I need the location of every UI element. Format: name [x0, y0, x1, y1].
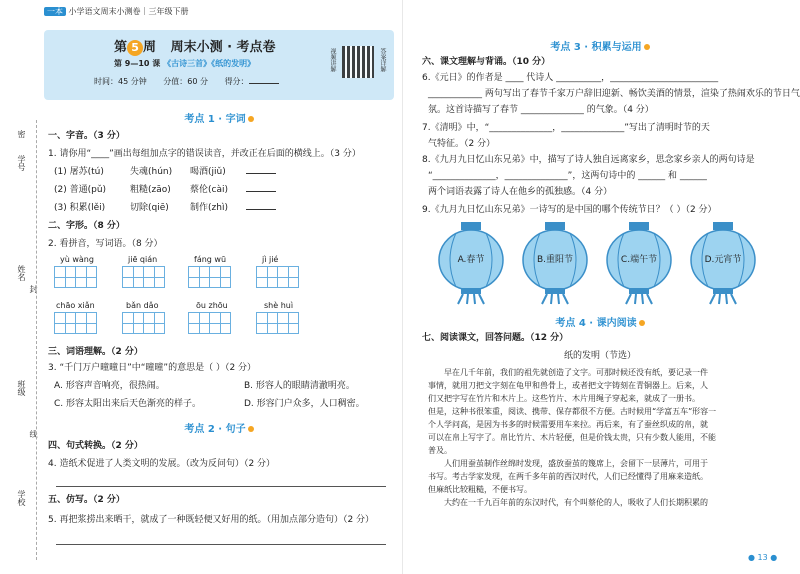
passage-line: 可以在帛上写字了。帛比竹片、木片轻便，但是价钱太贵，只有少数人能用，不能 — [428, 433, 716, 442]
answer-line[interactable] — [56, 544, 386, 545]
name-label: 姓名 — [17, 265, 26, 281]
lantern-option[interactable] — [520, 220, 590, 305]
option-d[interactable]: D. 形容门户众多，人口稠密。 — [244, 399, 365, 409]
lantern-option[interactable] — [604, 220, 674, 305]
school-label: 学校 — [17, 490, 26, 506]
lantern-label: C.端午节 — [620, 255, 658, 265]
q6-line: ____________ 两句写出了春节千家万户辞旧迎新、畅饮美酒的情景，渲染了热闹欢乐的节日气 — [428, 89, 800, 99]
series-header: 一本 小学语文周末小测卷｜三年级下册 — [44, 6, 189, 17]
binding-margin — [16, 120, 36, 560]
lantern-label: B.重阳节 — [536, 255, 574, 265]
q2-title: 二、字形。（8 分） — [48, 221, 125, 231]
lantern-option[interactable] — [436, 220, 506, 305]
q7-line: 气特征。（2 分） — [428, 139, 496, 149]
q5-title: 五、仿写。（2 分） — [48, 495, 125, 505]
passage-line: 事情，就用刀把文字刻在龟甲和兽骨上，或者把文字铸刻在青铜器上。后来，人 — [428, 381, 708, 390]
q1-row: (2) 普通(pǔ) 粗糙(zāo) 蔡伦(cài) — [54, 184, 276, 196]
writing-box[interactable] — [122, 266, 164, 288]
series-title: 小学语文周末小测卷｜三年级下册 — [68, 7, 189, 16]
q6-title: 六、课文理解与背诵。（10 分） — [422, 57, 551, 67]
answer-line[interactable] — [246, 173, 276, 174]
page-number: ● 13 ● — [748, 553, 778, 562]
passage-line: 书写。考古学家发现，在两千多年前的西汉时代，人们已经懂得了用麻来造纸。 — [428, 472, 708, 481]
qr-label-video: 视频讲解 — [329, 48, 336, 72]
fold-mark: 密 — [17, 130, 26, 138]
lantern-label: D.元宵节 — [704, 255, 742, 265]
q1-title: 一、字音。（3 分） — [48, 131, 125, 141]
lantern-option[interactable] — [688, 220, 758, 305]
student-number-label: 学号 — [17, 155, 26, 171]
passage-line: 早在几千年前，我们的祖先就创造了文字。可那时候还没有纸，要记录一件 — [444, 368, 708, 377]
lantern-options — [436, 220, 776, 310]
qr-code[interactable] — [342, 46, 374, 78]
header-banner — [44, 30, 394, 100]
passage-title: 纸的发明（节选） — [563, 351, 636, 361]
lesson-range: 第 9—10 课 《古诗三首》《纸的发明》 — [114, 59, 256, 68]
writing-box[interactable] — [188, 266, 230, 288]
writing-box[interactable] — [256, 312, 298, 334]
q6-line: 6.《元日》的作者是 ____ 代诗人 __________，________________________ — [422, 73, 719, 83]
q1-text: 1. 请你用“____”画出每组加点字的错误读音，并改正在后面的横线上。（3 分） — [48, 149, 361, 159]
answer-line[interactable] — [246, 209, 276, 210]
section-heading-3: 考点 3 · 积累与运用 — [410, 38, 790, 53]
fold-mark: 封 — [29, 285, 38, 293]
option-b[interactable]: B. 形容人的眼睛清澈明亮。 — [244, 381, 355, 391]
q3-text: 3. “千门万户曈曈日”中“曈曈”的意思是（ ）（2 分） — [48, 363, 257, 373]
passage-line: 人们用蚕茧制作丝绵时发现，盛放蚕茧的篾席上，会留下一层薄片，可用于 — [444, 459, 708, 468]
exam-info: 时间：45 分钟 分值：60 分 得分： — [94, 76, 279, 87]
writing-box[interactable] — [188, 312, 230, 334]
section-heading-1: 考点 1 · 字词 — [44, 110, 394, 125]
q8-line: 两个词语表露了诗人在他乡的孤独感。（4 分） — [428, 187, 613, 197]
passage-line: 个人学问高，是因为书多的时候需要用车来拉。再后来，有了蚕丝织成的帛，就 — [428, 420, 708, 429]
q4-title: 四、句式转换。（2 分） — [48, 441, 143, 451]
q7-title: 七、阅读课文，回答问题。（12 分） — [422, 333, 569, 343]
passage-line: 大约在一千九百年前的东汉时代，有个叫蔡伦的人，吸收了人们长期积累的 — [444, 498, 708, 507]
option-a[interactable]: A. 形容声音响亮，很热闹。 — [54, 381, 165, 391]
q1-row: (3) 积累(lěi) 切除(qiē) 制作(zhì) — [54, 202, 276, 214]
answer-line[interactable] — [56, 486, 386, 487]
section-heading-2: 考点 2 · 句子 — [44, 420, 394, 435]
q3-title: 三、词语理解。（2 分） — [48, 347, 143, 357]
writing-box[interactable] — [256, 266, 298, 288]
passage-line: 但麻纸比较粗糙，不便书写。 — [428, 485, 532, 494]
writing-box[interactable] — [54, 312, 96, 334]
q8-line: 8.《九月九日忆山东兄弟》中，描写了诗人独自远离家乡，思念家乡亲人的两句诗是 — [422, 155, 755, 165]
fold-mark: 线 — [29, 430, 38, 438]
passage-line: 普及。 — [428, 446, 452, 455]
page-title: 第 5 周 周末小测 · 考点卷 — [114, 40, 276, 55]
q5-text: 5. 再把浆捞出来晒干，就成了一种既轻便又好用的纸。（用加点部分造句）（2 分） — [48, 515, 375, 525]
q9-text: 9.《九月九日忆山东兄弟》一诗写的是中国的哪个传统节日？（ ）（2 分） — [422, 205, 717, 215]
passage-line: 们又把字写在竹片和木片上。这些竹片、木片用绳子穿起来，就成了一册书。 — [428, 394, 700, 403]
reading-passage — [428, 366, 778, 509]
option-c[interactable]: C. 形容太阳出来后天色渐亮的样子。 — [54, 399, 202, 409]
q8-line: “______________，______________”，这两句诗中的 ______ 和 ______ — [428, 171, 707, 181]
section-heading-4: 考点 4 · 课内阅读 — [410, 314, 790, 329]
answer-line[interactable] — [246, 191, 276, 192]
qr-label-answers: 答案详解 — [379, 48, 386, 72]
q6-line: 氛。这首诗描写了春节 ______________ 的气象。（4 分） — [428, 105, 654, 115]
q1-row: (1) 屠苏(tú) 失魂(hún) 喝酒(jiǔ) — [54, 166, 276, 178]
passage-line: 但是，这种书很笨重，阅读、携带、保存都很不方便。古时候用“学富五车”形容一 — [428, 407, 717, 416]
q4-text: 4. 造纸术促进了人类文明的发展。（改为反问句）（2 分） — [48, 459, 276, 469]
class-label: 班级 — [17, 380, 26, 396]
q7-line: 7.《清明》中，“______________，______________”写出了清明时节的天 — [422, 123, 710, 133]
q2-text: 2. 看拼音，写词语。（8 分） — [48, 239, 163, 249]
writing-box[interactable] — [54, 266, 96, 288]
writing-box[interactable] — [122, 312, 164, 334]
lantern-label: A.春节 — [457, 255, 485, 265]
